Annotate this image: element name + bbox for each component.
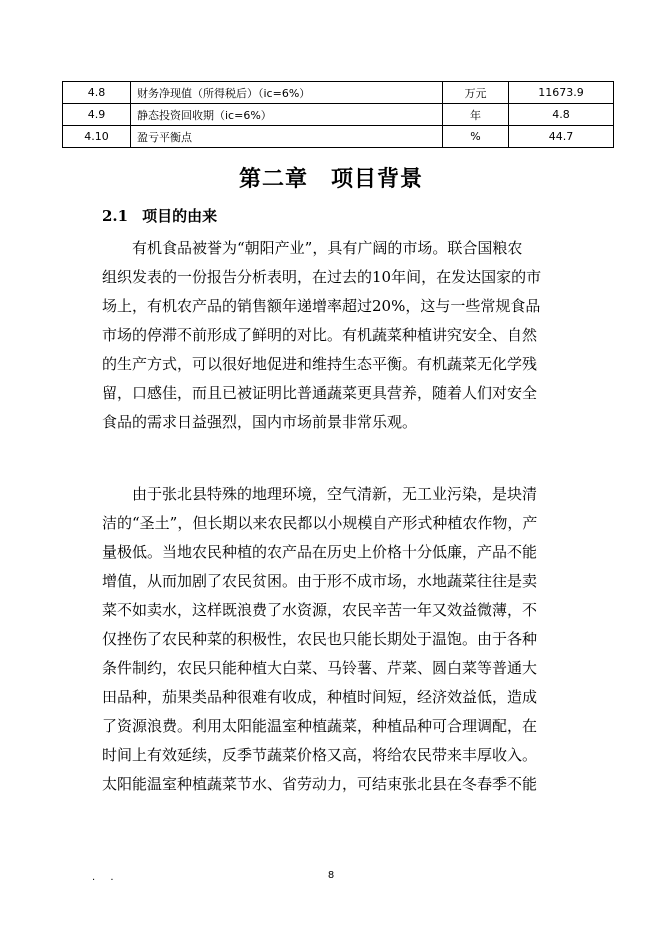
row-unit: 万元 xyxy=(443,82,509,104)
paragraph-line: 增值，从而加剧了农民贫困。由于形不成市场，水地蔬菜往往是卖 xyxy=(102,572,538,590)
paragraph-line: 了资源浪费。利用太阳能温室种植蔬菜，种植品种可合理调配，在 xyxy=(102,717,538,735)
chapter-title: 第二章 项目背景 xyxy=(238,166,423,192)
section-number: 2.1 xyxy=(102,207,129,225)
row-item: 盈亏平衡点 xyxy=(131,126,443,148)
row-item: 静态投资回收期（ic=6%） xyxy=(131,104,443,126)
paragraph-line: 田品种，茄果类品种很难有收成，种植时间短，经济效益低，造成 xyxy=(102,688,538,706)
row-value: 11673.9 xyxy=(509,82,614,104)
paragraph xyxy=(102,480,560,799)
row-item: 财务净现值（所得税后）（ic=6%） xyxy=(131,82,443,104)
indicator-table xyxy=(62,81,614,148)
row-number: 4.10 xyxy=(63,126,131,148)
row-number: 4.9 xyxy=(63,104,131,126)
paragraph-line: 量极低。当地农民种植的农产品在历史上价格十分低廉，产品不能 xyxy=(102,543,538,561)
paragraph-line: 菜不如卖水，这样既浪费了水资源，农民辛苦一年又效益微薄，不 xyxy=(102,601,538,619)
row-unit: 年 xyxy=(443,104,509,126)
paragraph xyxy=(102,234,560,437)
paragraph-line: 组织发表的一份报告分析表明，在过去的10年间，在发达国家的市 xyxy=(102,268,542,286)
paragraph-line: 市场的停滞不前形成了鲜明的对比。有机蔬菜种植讲究安全、自然 xyxy=(102,326,538,344)
paragraph-line: 留，口感佳，而且已被证明比普通蔬菜更具营养，随着人们对安全 xyxy=(102,384,538,402)
paragraph-line: 条件制约，农民只能种植大白菜、马铃薯、芹菜、圆白菜等普通大 xyxy=(102,659,538,677)
paragraph-line: 有机食品被誉为“朝阳产业”，具有广阔的市场。联合国粮农 xyxy=(132,239,523,257)
section-heading xyxy=(102,205,217,226)
row-value: 44.7 xyxy=(509,126,614,148)
paragraph-line: 的生产方式，可以很好地促进和维持生态平衡。有机蔬菜无化学残 xyxy=(102,355,538,373)
page-number: 8 xyxy=(327,870,335,881)
paragraph-line: 由于张北县特殊的地理环境，空气清新，无工业污染，是块清 xyxy=(132,485,538,503)
row-number: 4.8 xyxy=(63,82,131,104)
row-unit: % xyxy=(443,126,509,148)
footer-dots: . . xyxy=(92,872,120,883)
paragraph-line: 时间上有效延续，反季节蔬菜价格又高，将给农民带来丰厚收入。 xyxy=(102,746,538,764)
paragraph-line: 太阳能温室种植蔬菜节水、省劳动力，可结束张北县在冬春季不能 xyxy=(102,775,538,793)
paragraph-line: 食品的需求日益强烈，国内市场前景非常乐观。 xyxy=(102,413,418,431)
paragraph-line: 场上，有机农产品的销售额年递增率超过20%，这与一些常规食品 xyxy=(102,297,541,315)
paragraph-line: 仅挫伤了农民种菜的积极性，农民也只能长期处于温饱。由于各种 xyxy=(102,630,538,648)
paragraph-line: 洁的“圣土”，但长期以来农民都以小规模自产形式种植农作物，产 xyxy=(102,514,538,532)
section-title: 项目的由来 xyxy=(142,207,218,225)
table-row xyxy=(63,126,614,148)
table-row xyxy=(63,82,614,104)
table-row xyxy=(63,104,614,126)
row-value: 4.8 xyxy=(509,104,614,126)
